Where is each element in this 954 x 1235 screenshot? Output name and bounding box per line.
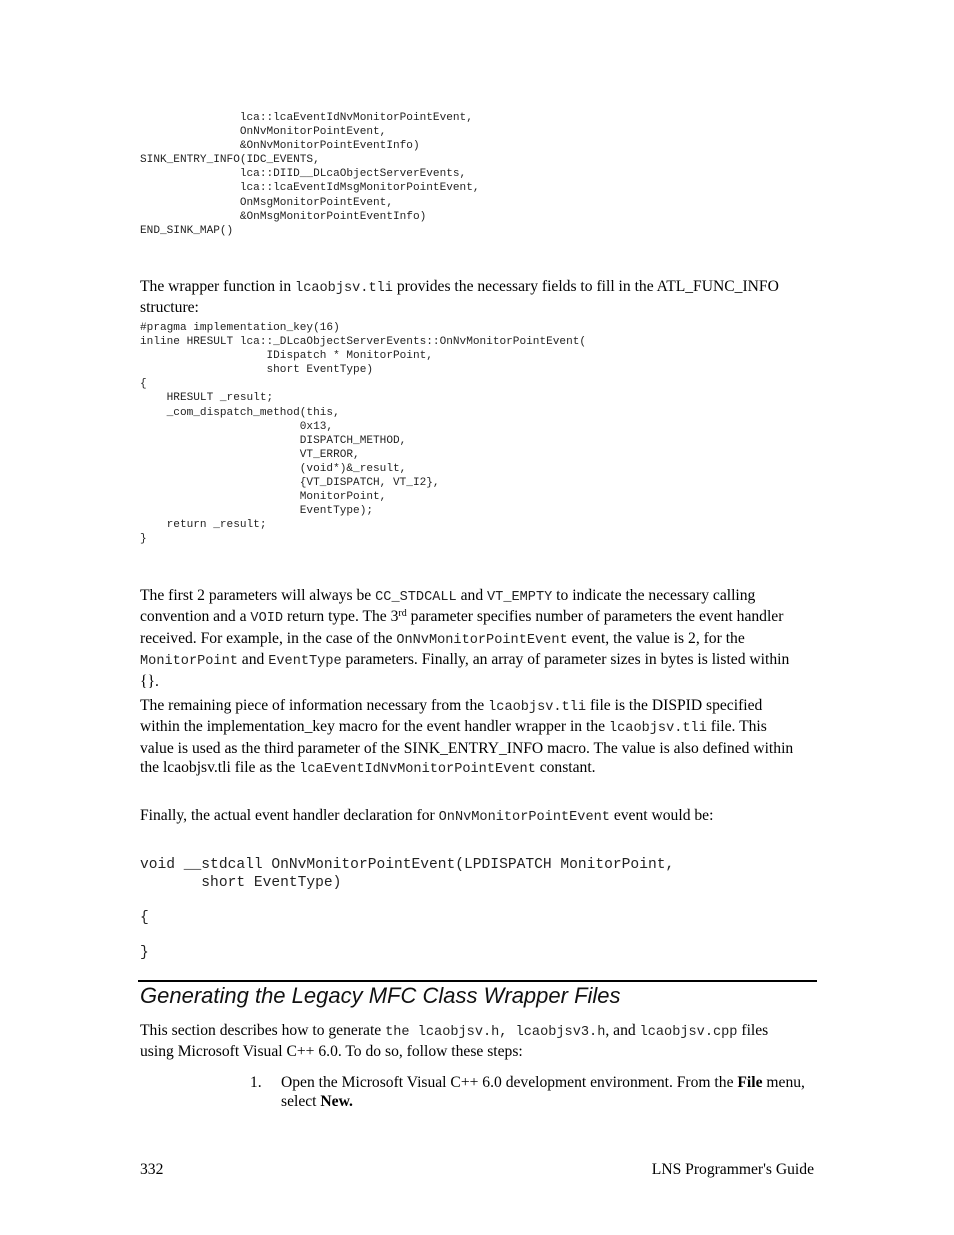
text: return type. The 3 <box>283 608 399 626</box>
text: Open the Microsoft Visual C++ 6.0 development environment. From the <box>281 1074 738 1091</box>
inline-code: the lcaobjsv.h, lcaobjsv3.h <box>385 1025 606 1040</box>
footer-book-title: LNS Programmer's Guide <box>651 1161 814 1178</box>
text: files using Microsoft Visual C++ 6.0. To do so, follow these steps: <box>140 1022 769 1061</box>
paragraph-dispid <box>140 696 800 780</box>
text: to indicate the necessary calling convention and a <box>140 587 756 626</box>
text: and <box>237 651 269 669</box>
text: provides the necessary fields to fill in the ATL_FUNC_INFO structure: <box>140 278 779 317</box>
text: parameters. Finally, an array of parameter sizes in bytes is listed within {}. <box>140 651 790 690</box>
text: Finally, the actual event handler declaration for <box>140 807 439 824</box>
inline-code: lcaobjsv.tli <box>295 281 393 296</box>
inline-code: OnNvMonitorPointEvent <box>396 632 568 648</box>
inline-code: VT_EMPTY <box>487 590 553 605</box>
inline-code: lcaobjsv.tli <box>488 700 587 715</box>
inline-code: MonitorPoint <box>140 654 238 670</box>
step-number: 1. <box>250 1074 262 1091</box>
paragraph-wrapper-function <box>140 277 800 318</box>
text: parameter specifies number of parameters the event handler received. For example, in the case of the <box>140 608 784 647</box>
code-block-sink-map: lca::lcaEventIdNvMonitorPointEvent, OnNvMonitorPointEvent, &OnNvMonitorPointEventInfo) SINK_ENTRY_INFO(IDC_EVENTS, lca::DIID__DLcaObjectServerEvents, lca::lcaEventIdMsgMonitorPointEvent, OnMsgMonitorPointEvent, &OnMsgMonitorPointEventInfo) END_SINK_MAP() <box>140 112 480 237</box>
text: The first 2 parameters will always be <box>140 587 376 604</box>
code-block-handler-declaration: void __stdcall OnNvMonitorPointEvent(LPDISPATCH MonitorPoint, short EventType) { } <box>140 857 675 961</box>
inline-code: OnNvMonitorPointEvent <box>438 810 610 825</box>
text: file. This value is used as the third parameter of the SINK_ENTRY_INFO macro. The value is also defined within the lcaobjsv.tli file as the <box>140 718 794 777</box>
superscript: rd <box>398 608 407 620</box>
text: The wrapper function in <box>140 278 296 295</box>
section-heading: Generating the Legacy MFC Class Wrapper Files <box>140 983 621 1008</box>
bold-text: New. <box>320 1093 353 1111</box>
paragraph-section-intro <box>140 1021 800 1062</box>
inline-code: EventType <box>268 654 342 670</box>
paragraph-first-parameters <box>140 586 800 691</box>
step-text <box>281 1073 811 1112</box>
paragraph-handler-declaration <box>140 806 800 827</box>
text: menu, select <box>281 1074 805 1111</box>
text: , and <box>605 1022 640 1039</box>
inline-code: lcaobjsv.tli <box>608 721 707 737</box>
text: constant. <box>535 759 596 777</box>
text: event, the value is 2, for the <box>567 629 745 647</box>
text: file is the DISPID specified within the implementation_key macro for the event handler wrapper in the <box>140 697 763 736</box>
code-block-dispatch-method: #pragma implementation_key(16) inline HRESULT lca::_DLcaObjectServerEvents::OnNvMonitorPointEvent( IDispatch * MonitorPoint, short EventType) { HRESULT _result; _com_dispatch_method(this, 0x13, DISPATCH_METHOD, VT_ERROR, (void*)&_result, {VT_DISPATCH, VT_I2}, MonitorPoint, EventType); return _result; } <box>140 322 587 546</box>
inline-code: lcaEventIdNvMonitorPointEvent <box>299 762 536 778</box>
inline-code: lcaobjsv.cpp <box>639 1025 738 1040</box>
bold-text: File <box>737 1074 763 1091</box>
inline-code: VOID <box>250 611 284 627</box>
text: The remaining piece of information necessary from the <box>140 697 489 714</box>
text: and <box>456 587 488 604</box>
text: This section describes how to generate <box>140 1022 386 1039</box>
inline-code: CC_STDCALL <box>375 590 457 605</box>
text: event would be: <box>609 807 714 824</box>
footer-page-number: 332 <box>140 1161 164 1178</box>
